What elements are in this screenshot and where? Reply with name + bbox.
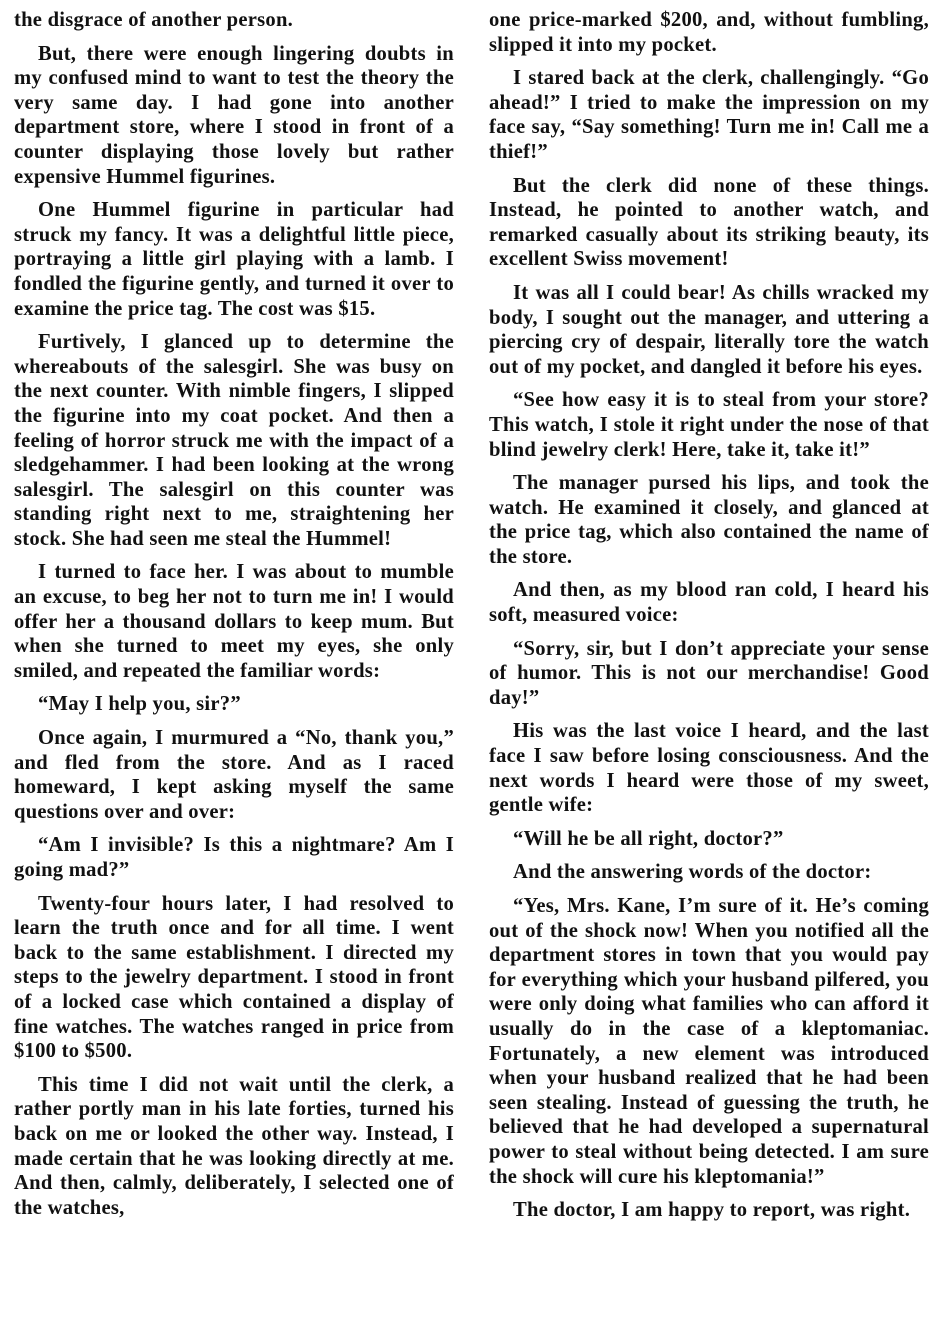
paragraph: “See how easy it is to steal from your store? This watch, I stole it right under the nose of that blind jewelry clerk! Here, take it, take it!” <box>489 389 929 461</box>
left-column <box>14 8 454 1229</box>
paragraph: “May I help you, sir?” <box>38 693 241 716</box>
paragraph: His was the last voice I heard, and the last face I saw before losing consciousness. And the next words I heard were those of my sweet, gentle wife: <box>489 720 929 817</box>
paragraph: I turned to face her. I was about to mumble an excuse, to beg her not to turn me in! I would offer her a thousand dollars to keep mum. But when she turned to meet my eyes, she only smiled, and repeated the familiar words: <box>14 561 454 682</box>
paragraph: “Will he be all right, doctor?” <box>513 827 784 850</box>
paragraph: the disgrace of another person. <box>14 9 294 31</box>
paragraph: Once again, I murmured a “No, thank you,” and fled from the store. And as I raced homeward, I kept asking myself the same questions over and over: <box>14 727 454 823</box>
paragraph: Furtively, I glanced up to determine the whereabouts of the salesgirl. She was busy on the next counter. With nimble fingers, I slipped the figurine into my coat pocket. And then a feeling of horror struck me with the impact of a sledgehammer. I had been looking at the wrong salesgirl. The salesgirl on this counter was standing right next to me, straightening her stock. She had seen me steal the Hummel! <box>14 331 454 550</box>
paragraph: Twenty-four hours later, I had resolved to learn the truth once and for all time. I went back to the same establishment. I directed my steps to the jewelry department. I stood in front of a locked case which contained a display of fine watches. The watches ranged in price from $100 to $500. <box>14 892 454 1063</box>
paragraph: And then, as my blood ran cold, I heard his soft, measured voice: <box>489 579 929 627</box>
paragraph: The manager pursed his lips, and took the watch. He examined it closely, and glanced at the price tag, which also contained the name of the store. <box>489 472 929 568</box>
paragraph: “Am I invisible? Is this a nightmare? Am I going mad?” <box>14 834 454 881</box>
paragraph: But, there were enough lingering doubts in my confused mind to want to test the theory the very same day. I had gone into another department store, where I stood in front of a counter displaying those lovely but rather expensive Hummel figurines. <box>14 42 454 188</box>
right-column <box>489 8 929 1232</box>
paragraph: One Hummel figurine in particular had struck my fancy. It was a delightful little piece, portraying a little girl playing with a lamb. I fondled the figurine gently, and turned it over to examine the price tag. The cost was $15. <box>14 199 454 320</box>
paragraph: I stared back at the clerk, challengingly. “Go ahead!” I tried to make the impression on my face say, “Say something! Turn me in! Call me a thief!” <box>489 67 929 163</box>
paragraph: “Sorry, sir, but I don’t appreciate your sense of humor. This is not our merchandise! Good day!” <box>489 637 929 709</box>
paragraph: It was all I could bear! As chills wracked my body, I sought out the manager, and uttering a piercing cry of despair, literally tore the watch out of my pocket, and dangled it before his eyes. <box>489 281 929 378</box>
paragraph: This time I did not wait until the clerk, a rather portly man in his late forties, turned his back on me or looked the other way. Instead, I made certain that he was looking directly at me. And then, calmly, deliberately, I selected one of the watches, <box>14 1073 454 1219</box>
paragraph: And the answering words of the doctor: <box>513 861 872 884</box>
paragraph: one price-marked $200, and, without fumbling, slipped it into my pocket. <box>489 9 929 56</box>
paragraph: “Yes, Mrs. Kane, I’m sure of it. He’s coming out of the shock now! When you notified all the department stores in town that you would pay for everything which your husband pilfered, you were only doing what families who can afford it usually do in the case of a kleptomaniac. Fortunately, a new element was introduced when your husband realized that he had been seen stealing. Instead of guessing the truth, he believed that he had developed a supernatural power to steal without being detected. I am sure the shock will cure his kleptomania!” <box>489 895 929 1188</box>
paragraph: The doctor, I am happy to report, was right. <box>513 1199 911 1222</box>
paragraph: But the clerk did none of these things. Instead, he pointed to another watch, and remarked casually about its striking beauty, its excellent Swiss movement! <box>489 174 929 271</box>
